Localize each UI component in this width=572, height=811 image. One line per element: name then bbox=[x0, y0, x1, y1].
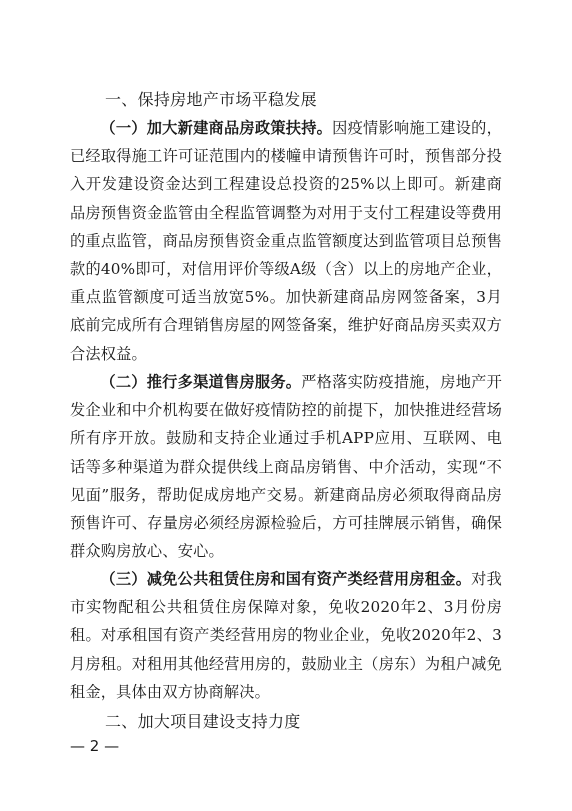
paragraph-2 bbox=[70, 368, 502, 565]
page-number: — 2 — bbox=[70, 737, 120, 755]
paragraph-3 bbox=[70, 565, 502, 706]
paragraph-1-lead: （一）加大新建商品房政策扶持。 bbox=[100, 119, 333, 137]
paragraph-1 bbox=[70, 114, 502, 368]
section-heading-1: 一、保持房地产市场平稳发展 bbox=[105, 90, 317, 109]
paragraph-1-body: 因疫情影响施工建设的，已经取得施工许可证范围内的楼幢申请预售许可时，预售部分投入开发建设资金达到工程建设总投资的25%以上即可。新建商品房预售资金监管由全程监管调整为对用于支付工程建设等费用的重点监管，商品房预售资金重点监管额度达到监管项目总预售款的40%即可，对信用评价等级A级（含）以上的房地产企业，重点监管额度可适当放宽5%。加快新建商品房网签备案，3月底前完成所有合理销售房屋的网签备案，维护好商品房买卖双方合法权益。 bbox=[70, 119, 502, 363]
paragraph-3-lead: （三）减免公共租赁住房和国有资产类经营用房租金。 bbox=[100, 570, 472, 588]
section-heading-2: 二、加大项目建设支持力度 bbox=[105, 712, 301, 731]
paragraph-3-body: 对我市实物配租公共租赁住房保障对象，免收2020年2、3月份房租。对承租国有资产类经营用房的物业企业，免收2020年2、3月房租。对租用其他经营用房的，鼓励业主（房东）为租户减免租金，具体由双方协商解决。 bbox=[70, 570, 502, 701]
paragraph-2-body: 严格落实防疫措施，房地产开发企业和中介机构要在做好疫情防控的前提下，加快推进经营场所有序开放。鼓励和支持企业通过手机APP应用、互联网、电话等多种渠道为群众提供线上商品房销售、中介活动，实现“不见面”服务，帮助促成房地产交易。新建商品房必须取得商品房预售许可、存量房必须经房源检验后，方可挂牌展示销售，确保群众购房放心、安心。 bbox=[70, 373, 502, 561]
paragraph-2-lead: （二）推行多渠道售房服务。 bbox=[100, 373, 302, 391]
